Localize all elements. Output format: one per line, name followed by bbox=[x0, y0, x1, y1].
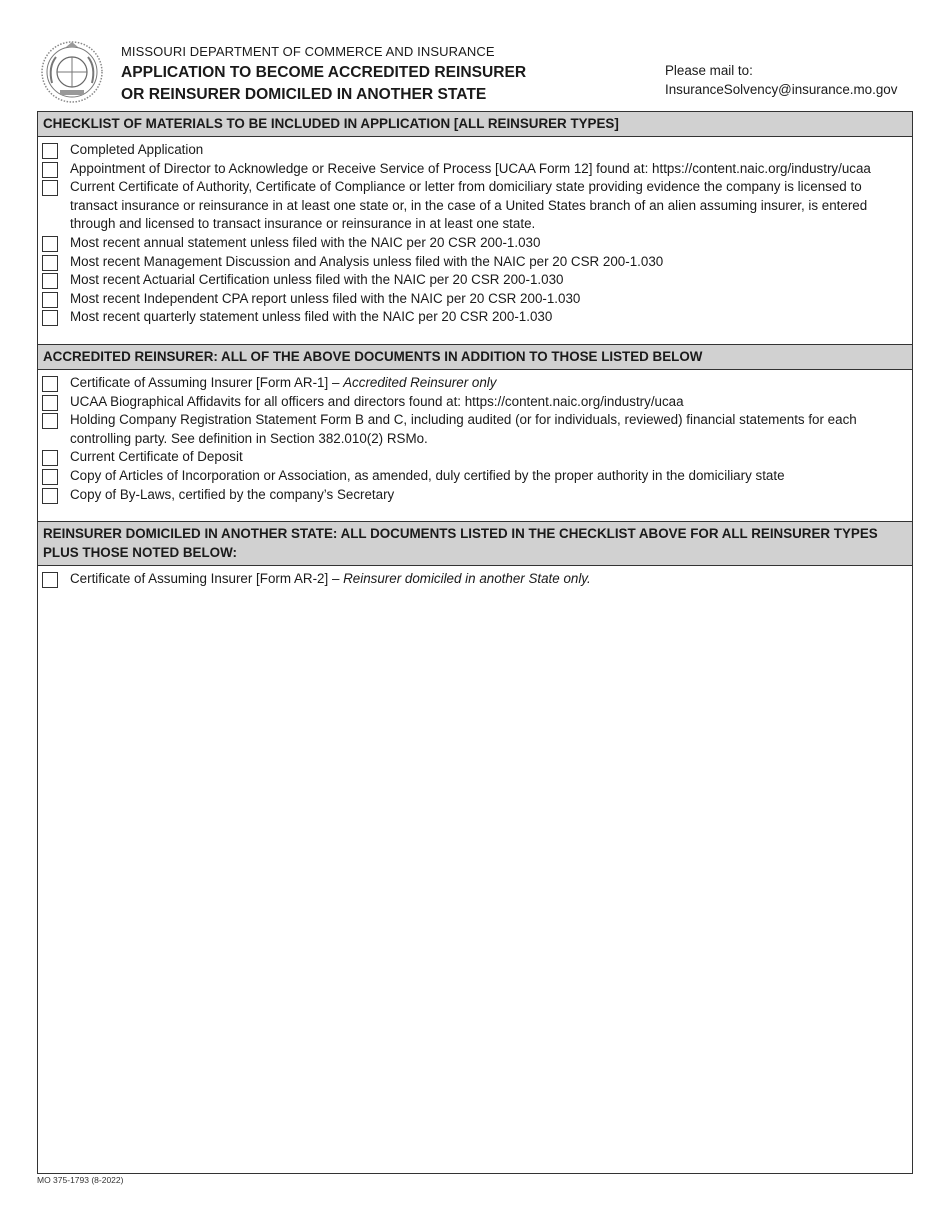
checklist-item bbox=[38, 570, 912, 589]
checklist-item bbox=[38, 178, 912, 234]
item-text: Copy of By-Laws, certified by the company’s Secretary bbox=[70, 486, 395, 502]
checkbox[interactable] bbox=[42, 488, 58, 504]
checklist-form bbox=[37, 111, 913, 1174]
form-number: MO 375-1793 (8-2022) bbox=[37, 1175, 124, 1185]
item-text: Most recent Actuarial Certification unless filed with the NAIC per 20 CSR 200-1.030 bbox=[70, 272, 564, 288]
checklist-item bbox=[38, 141, 912, 160]
checkbox[interactable] bbox=[42, 180, 58, 196]
checklist-item bbox=[38, 253, 912, 272]
item-text: Most recent Management Discussion and Analysis unless filed with the NAIC per 20 CSR 200-1.030 bbox=[70, 253, 664, 269]
checklist-item bbox=[38, 290, 912, 309]
form-title-line-1: APPLICATION TO BECOME ACCREDITED REINSURER bbox=[121, 64, 527, 81]
item-text: Most recent Independent CPA report unless filed with the NAIC per 20 CSR 200-1.030 bbox=[70, 290, 581, 306]
item-text: Certificate of Assuming Insurer [Form AR-2] – bbox=[70, 571, 344, 587]
checklist-item bbox=[38, 448, 912, 467]
mail-label: Please mail to: bbox=[665, 63, 753, 78]
checkbox[interactable] bbox=[42, 572, 58, 588]
item-text: Completed Application bbox=[70, 142, 204, 157]
checklist-another-state bbox=[38, 566, 912, 589]
item-note: Reinsurer domiciled in another State only. bbox=[343, 571, 591, 587]
checkbox[interactable] bbox=[42, 162, 58, 178]
checklist-item bbox=[38, 374, 912, 393]
item-text: Most recent annual statement unless filed with the NAIC per 20 CSR 200-1.030 bbox=[70, 234, 541, 250]
checkbox[interactable] bbox=[42, 273, 58, 289]
checkbox[interactable] bbox=[42, 376, 58, 392]
department-name: MISSOURI DEPARTMENT OF COMMERCE AND INSURANCE bbox=[121, 44, 495, 59]
item-text: UCAA Biographical Affidavits for all officers and directors found at: https://content.naic.org/industry/ucaa bbox=[70, 393, 684, 409]
checklist-item bbox=[38, 234, 912, 253]
checklist-item bbox=[38, 271, 912, 290]
checklist-all-types bbox=[38, 137, 912, 344]
item-text: Current Certificate of Deposit bbox=[70, 449, 243, 465]
checklist-accredited bbox=[38, 370, 912, 521]
checklist-item bbox=[38, 393, 912, 412]
item-text: Most recent quarterly statement unless filed with the NAIC per 20 CSR 200-1.030 bbox=[70, 309, 553, 325]
checkbox[interactable] bbox=[42, 255, 58, 271]
form-title-line-2: OR REINSURER DOMICILED IN ANOTHER STATE bbox=[121, 86, 487, 103]
section-heading-all-reinsurer-types: CHECKLIST OF MATERIALS TO BE INCLUDED IN APPLICATION [ALL REINSURER TYPES] bbox=[38, 112, 912, 137]
checklist-item bbox=[38, 308, 912, 327]
item-text: Current Certificate of Authority, Certificate of Compliance or letter from domiciliary state providing evidence the company is licensed to transact insurance or reinsurance in at least one state or, in the case of a United States branch of an alien assuming insurer, is entered through and licensed to transact insurance or reinsurance in at least one state. bbox=[70, 179, 868, 232]
checkbox[interactable] bbox=[42, 310, 58, 326]
item-text: Certificate of Assuming Insurer [Form AR-1] – bbox=[70, 374, 344, 390]
form-title bbox=[121, 62, 526, 106]
state-seal-logo bbox=[40, 37, 104, 108]
mail-address: InsuranceSolvency@insurance.mo.gov bbox=[665, 82, 898, 97]
checkbox[interactable] bbox=[42, 143, 58, 159]
checkbox[interactable] bbox=[42, 236, 58, 252]
item-text: Appointment of Director to Acknowledge or Receive Service of Process [UCAA Form 12] found at: https://content.naic.org/industry/ucaa bbox=[70, 160, 871, 176]
checkbox[interactable] bbox=[42, 413, 58, 429]
item-text: Holding Company Registration Statement Form B and C, including audited (or for individuals, reviewed) financial statements for each controlling party. See definition in Section 382.010(2) RSMo. bbox=[70, 412, 857, 446]
checklist-item bbox=[38, 160, 912, 179]
item-note: Accredited Reinsurer only bbox=[343, 374, 497, 390]
section-heading-reinsurer-another-state: REINSURER DOMICILED IN ANOTHER STATE: ALL DOCUMENTS LISTED IN THE CHECKLIST ABOVE FOR ALL REINSURER TYPES PLUS THOSE NOTED BELOW: bbox=[38, 521, 912, 566]
mail-to-block bbox=[665, 61, 897, 99]
checkbox[interactable] bbox=[42, 469, 58, 485]
checkbox[interactable] bbox=[42, 292, 58, 308]
checkbox[interactable] bbox=[42, 395, 58, 411]
section-heading-accredited-reinsurer: ACCREDITED REINSURER: ALL OF THE ABOVE DOCUMENTS IN ADDITION TO THOSE LISTED BELOW bbox=[38, 344, 912, 370]
checklist-item bbox=[38, 467, 912, 486]
item-text: Copy of Articles of Incorporation or Association, as amended, duly certified by the proper authority in the domiciliary state bbox=[70, 467, 785, 483]
checklist-item bbox=[38, 411, 912, 448]
checkbox[interactable] bbox=[42, 450, 58, 466]
checklist-item bbox=[38, 486, 912, 505]
